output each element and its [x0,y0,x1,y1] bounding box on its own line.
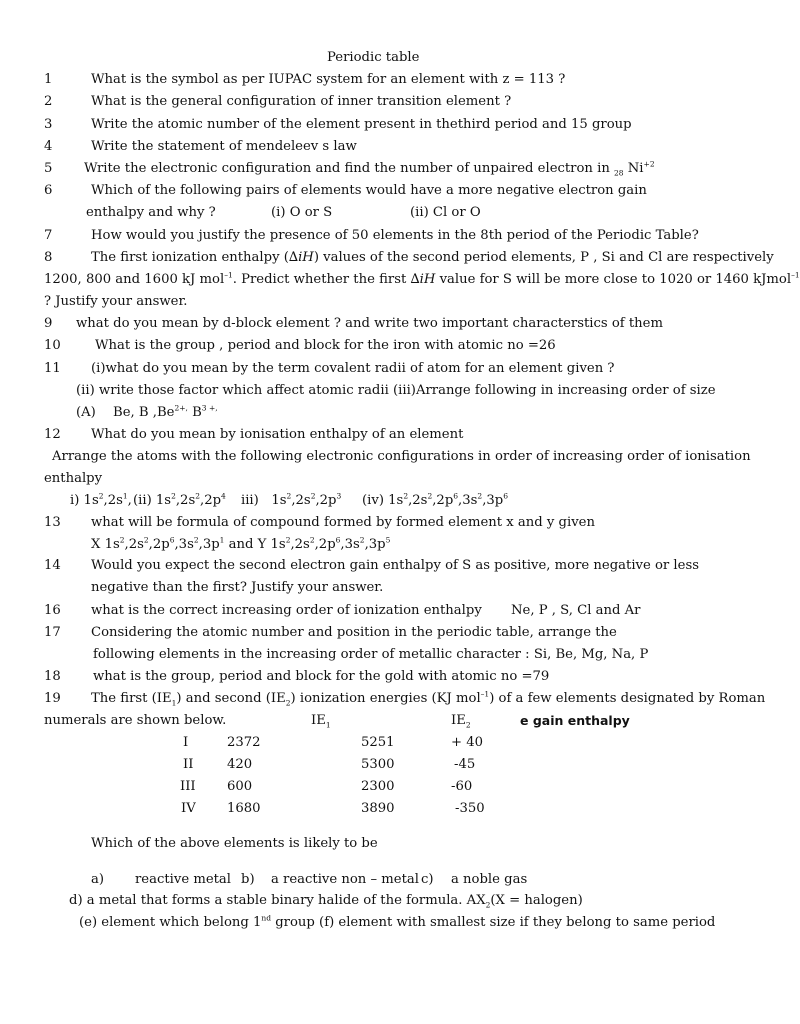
question-12-config-iii: iii) $1s^2,2s^2,2p^3$ [241,491,342,508]
question-number-19: 19 [44,691,61,706]
option-a: reactive metal [135,872,232,887]
question-18: what is the group, period and block for the gold with atomic no =79 [93,669,550,684]
option-a-label: a) [91,872,105,887]
question-1: What is the symbol as per IUPAC system for an element with z = 113 ? [91,72,566,87]
question-8-line-2: 1200, 800 and 1600 kJ mol$^{-1}$. Predict whether the first ∆iH value for S will be more close to 1020 or 1460 kJmol$^{-1}$ [44,270,800,287]
question-12-line-1: What do you mean by ionisation enthalpy of an element [91,427,464,442]
question-number-2: 2 [44,94,53,109]
table-cell-egain: -60 [451,779,473,794]
question-number-6: 6 [44,183,53,198]
question-10: What is the group , period and block for the iron with atomic no =26 [95,338,556,353]
table-header-ie1: $IE_1$ [311,713,331,730]
question-number-14: 14 [44,558,61,573]
question-4: Write the statement of mendeleev s law [91,139,357,154]
question-number-4: 4 [44,139,53,154]
table-header-ie2: $IE_2$ [451,713,471,730]
option-c-label: c) [421,872,434,887]
table-cell-ie1: 2372 [227,735,261,750]
question-number-12: 12 [44,427,61,442]
question-12-config-ii: (ii) $1s^2,2s^2,2p^4$ [133,491,226,508]
question-6-line-1: Which of the following pairs of elements would have a more negative electron gain [91,183,647,198]
question-12-config-i: i) $1s^2,2s^1$, [70,491,132,508]
question-12-config-iv: (iv) $1s^2,2s^2,2p^6,3s^2,3p^6$ [362,491,508,508]
option-b: a reactive non – metal [271,872,419,887]
table-cell-ie2: 3890 [361,801,395,816]
table-cell-egain: + 40 [451,735,484,750]
question-16: what is the correct increasing order of ionization enthalpy [91,603,482,618]
option-b-label: b) [241,872,255,887]
question-13-line-1: what will be formula of compound formed by formed element x and y given [91,515,595,530]
question-number-9: 9 [44,316,53,331]
question-8-line-3: ? Justify your answer. [44,294,188,309]
question-8-line-1: The first ionization enthalpy (∆iH) values of the second period elements, P , Si and Cl are respectively [91,250,774,265]
question-6-line-2a: enthalpy and why ? [86,205,216,220]
question-13-line-2: X $1s^2,2s^2,2p^6,3s^2,3p^1$ and Y $1s^2,2s^2,2p^6,3s^2,3p^5$ [91,535,391,552]
question-number-10: 10 [44,338,61,353]
table-header-egain: e gain enthalpy [520,713,630,728]
option-c: a noble gas [451,872,528,887]
question-12-line-2: Arrange the atoms with the following electronic configurations in order of increasing order of ionisation [52,449,751,464]
table-cell-egain: -45 [454,757,476,772]
question-17-line-1: Considering the atomic number and position in the periodic table, arrange the [91,625,617,640]
question-9: what do you mean by d-block element ? and write two important characterstics of them [76,316,663,331]
question-16-elements: Ne, P , S, Cl and Ar [511,603,641,618]
question-3: Write the atomic number of the element present in thethird period and 15 group [91,117,632,132]
question-12-line-3: enthalpy [44,471,103,486]
question-number-3: 3 [44,117,53,132]
question-11-line-2: (ii) write those factor which affect atomic radii (iii)Arrange following in increasing order of size [76,383,716,398]
question-7: How would you justify the presence of 50 elements in the 8th period of the Periodic Table? [91,228,699,243]
question-number-13: 13 [44,515,61,530]
question-number-17: 17 [44,625,61,640]
question-number-8: 8 [44,250,53,265]
question-11-line-1: (i)what do you mean by the term covalent radii of atom for an element given ? [91,361,615,376]
question-number-7: 7 [44,228,53,243]
table-cell-roman: II [183,757,194,772]
table-cell-ie2: 5300 [361,757,395,772]
table-cell-roman: IV [181,801,196,816]
page-title: Periodic table [327,50,420,65]
table-cell-ie2: 5251 [361,735,395,750]
question-number-5: 5 [44,161,53,176]
question-19-line-2: numerals are shown below. [44,713,227,728]
option-d: d) a metal that forms a stable binary halide of the formula. $AX_2(X$ = halogen) [69,893,583,910]
table-cell-ie1: 1680 [227,801,261,816]
question-19-prompt: Which of the above elements is likely to be [91,836,378,851]
question-number-1: 1 [44,72,53,87]
table-cell-ie1: 420 [227,757,253,772]
question-number-11: 11 [44,361,61,376]
question-6-option-i: (i) O or S [271,205,333,220]
question-14-line-2: negative than the first? Justify your answer. [91,580,384,595]
question-14-line-1: Would you expect the second electron gain enthalpy of S as positive, more negative or less [91,558,699,573]
question-19-line-1: The first $(IE_1)$ and second $(IE_2)$ ionization energies (KJ mol$^{-1}$) of a few elements designated by Roman [91,689,766,708]
option-e-f: (e) element which belong 1nd group (f) element with smallest size if they belong to same period [79,913,716,930]
question-17-line-2: following elements in the increasing order of metallic character : Si, Be, Mg, Na, P [93,647,649,662]
question-2: What is the general configuration of inner transition element ? [91,94,512,109]
table-cell-roman: III [180,779,196,794]
question-number-18: 18 [44,669,61,684]
question-11-label-a: (A) [76,405,96,420]
question-6-option-ii: (ii) Cl or O [410,205,481,220]
table-cell-ie2: 2300 [361,779,395,794]
table-cell-roman: I [183,735,189,750]
table-cell-ie1: 600 [227,779,253,794]
table-cell-egain: -350 [455,801,485,816]
question-number-16: 16 [44,603,61,618]
question-11-items: Be, B $,Be^{2+,}$ $B^{3 +,}$ [113,403,218,420]
question-5: Write the electronic configuration and find the number of unpaired electron in $_{28}$ $Ni^{+2}$ [84,159,655,178]
